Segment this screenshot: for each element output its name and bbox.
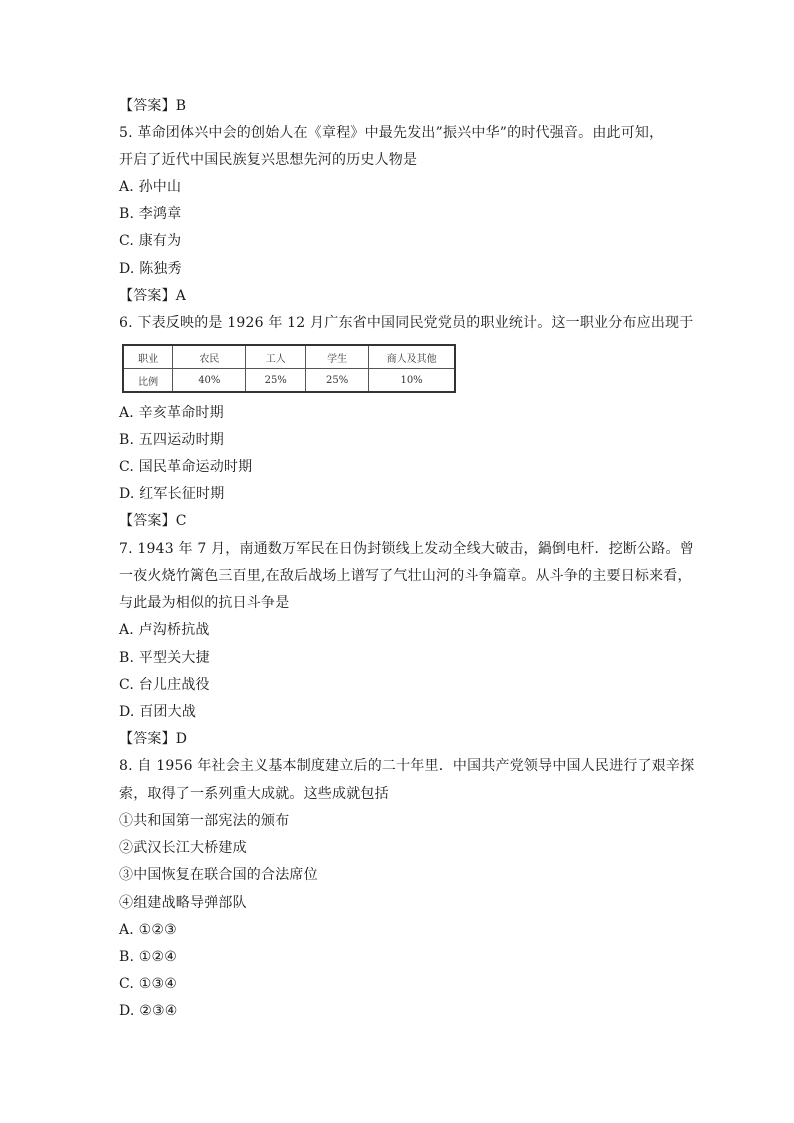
- statement-item: ①共和国第一部宪法的颁布: [119, 813, 290, 829]
- option: B. 李鸿章: [119, 206, 182, 222]
- option: A. ①②③: [119, 922, 177, 938]
- table-row: [123, 369, 455, 393]
- option: C. 台儿庄战役: [119, 677, 210, 693]
- table-cell: 工人: [246, 345, 306, 369]
- table-cell: 农民: [173, 345, 246, 369]
- option: A. 辛亥革命时期: [119, 405, 224, 421]
- table-cell: 职业: [123, 345, 173, 369]
- answer-label: 【答案】B: [119, 98, 187, 114]
- answer-label: 【答案】D: [119, 731, 188, 747]
- question-text: 7. 1943 年 7 月，南通数万军民在日伪封锁线上发动全线大破击，鍋倒电杆．挖断公路。曾: [119, 541, 694, 557]
- table-cell: 25%: [306, 369, 369, 393]
- table-cell: 比例: [123, 369, 173, 393]
- occupation-table: [122, 344, 456, 393]
- option: B. 五四运动时期: [119, 432, 224, 448]
- question-text: 索，取得了一系列重大成就。这些成就包括: [119, 786, 389, 802]
- option: C. 康有为: [119, 233, 182, 249]
- statement-item: ②武汉长江大桥建成: [119, 840, 247, 856]
- option: A. 孙中山: [119, 179, 182, 195]
- option: D. 百团大战: [119, 704, 197, 720]
- answer-label: 【答案】A: [119, 288, 187, 304]
- question-text: 8. 自 1956 年社会主义基本制度建立后的二十年里．中国共产党领导中国人民进行了艰辛探: [119, 758, 695, 774]
- table-cell: 25%: [246, 369, 306, 393]
- table-row: [123, 345, 455, 369]
- statement-item: ④组建战略导弹部队: [119, 895, 247, 911]
- table-cell: 40%: [173, 369, 246, 393]
- option: C. 国民革命运动时期: [119, 459, 253, 475]
- option: A. 卢沟桥抗战: [119, 622, 210, 638]
- question-text: 6. 下表反映的是 1926 年 12 月广东省中国同民党党员的职业统计。这一职业分布应出现于: [119, 315, 694, 331]
- table-cell: 10%: [369, 369, 455, 393]
- option: D. 陈独秀: [119, 261, 182, 277]
- option: D. 红军长征时期: [119, 486, 225, 502]
- table-cell: 商人及其他: [369, 345, 455, 369]
- table-cell: 学生: [306, 345, 369, 369]
- answer-label: 【答案】C: [119, 513, 187, 529]
- question-text: 开启了近代中国民族复兴思想先河的历史人物是: [119, 152, 418, 168]
- question-text: 与此最为相似的抗日斗争是: [119, 595, 290, 611]
- statement-item: ③中国恢复在联合国的合法席位: [119, 867, 318, 883]
- option: B. ①②④: [119, 949, 178, 965]
- question-text: 5. 革命团体兴中会的创始人在《章程》中最先发出”振兴中华”的时代强音。由此可知，: [119, 125, 664, 141]
- option: B. 平型关大捷: [119, 650, 210, 666]
- option: D. ②③④: [119, 1003, 178, 1019]
- option: C. ①③④: [119, 976, 177, 992]
- question-text: 一夜火烧竹篱色三百里,在敌后战场上谱写了气壮山河的斗争篇章。从斗争的主要日标来看，: [119, 568, 692, 584]
